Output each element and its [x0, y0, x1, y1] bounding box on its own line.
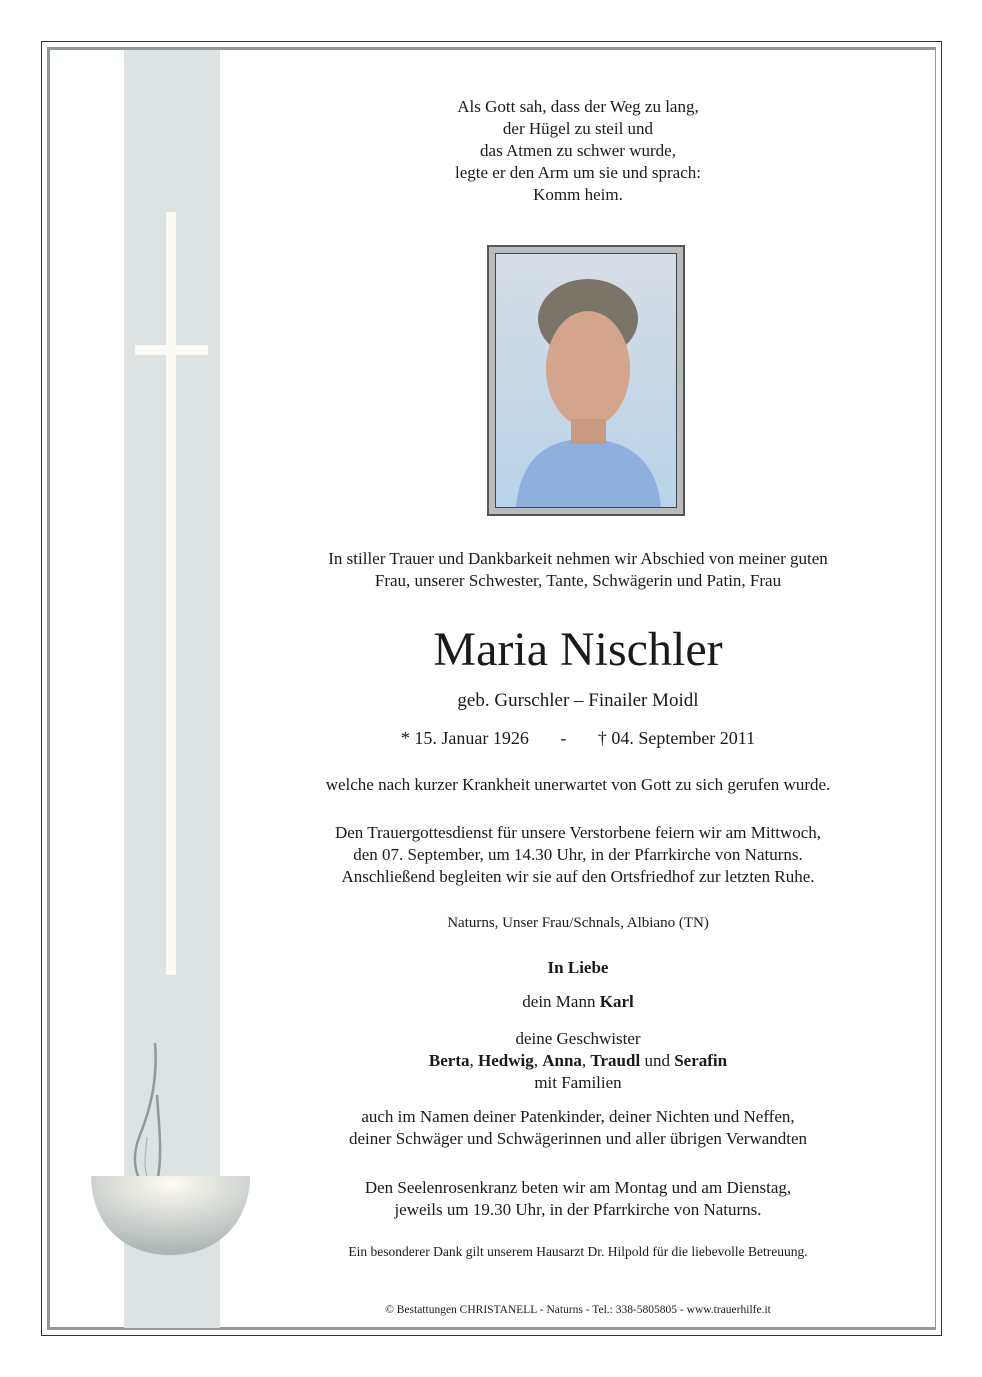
relatives-line: auch im Namen deiner Patenkinder, deiner Nichten und Neffen, — [361, 1107, 795, 1126]
deceased-name: Maria Nischler — [433, 623, 723, 676]
places: Naturns, Unser Frau/Schnals, Albiano (TN) — [447, 915, 709, 931]
rosary-line: jeweils um 19.30 Uhr, in der Pfarrkirche von Naturns. — [394, 1200, 762, 1219]
sibling: Traudl — [590, 1051, 641, 1070]
intro-line: Frau, unserer Schwester, Tante, Schwägerin und Patin, Frau — [374, 571, 782, 590]
sep: , — [581, 1051, 591, 1070]
relatives — [240, 1106, 916, 1150]
dates — [240, 727, 916, 749]
funeral-info — [240, 822, 916, 888]
intro — [240, 548, 916, 592]
husband-prefix: dein Mann — [522, 992, 600, 1011]
sibling: Hedwig — [478, 1051, 534, 1070]
relatives-line: deiner Schwäger und Schwägerinnen und aller übrigen Verwandten — [348, 1129, 808, 1148]
death-date: † 04. September 2011 — [597, 728, 756, 748]
birth-date: * 15. Januar 1926 — [400, 728, 529, 748]
sep: und — [640, 1051, 675, 1070]
funeral-line: den 07. September, um 14.30 Uhr, in der Pfarrkirche von Naturns. — [353, 845, 803, 864]
siblings-block — [240, 1028, 916, 1094]
funeral-line: Den Trauergottesdienst für unsere Verstorbene feiern wir am Mittwoch, — [334, 823, 822, 842]
sibling: Anna — [542, 1051, 582, 1070]
cross-icon — [166, 212, 176, 975]
siblings — [240, 1050, 916, 1072]
candle-bowl-icon — [90, 1000, 255, 1260]
footer: © Bestattungen CHRISTANELL - Naturns - Tel.: 338-5805805 - www.trauerhilfe.it — [385, 1304, 771, 1316]
sep: , — [469, 1051, 478, 1070]
birth-name: geb. Gurschler – Finailer Moidl — [457, 690, 699, 711]
rosary — [240, 1177, 916, 1221]
cross-icon-bar — [135, 345, 208, 355]
poem-line: das Atmen zu schwer wurde, — [480, 141, 676, 160]
sibling: Berta — [428, 1051, 470, 1070]
portrait-image — [496, 254, 676, 507]
siblings-label: deine Geschwister — [515, 1029, 641, 1048]
death-line: welche nach kurzer Krankheit unerwartet von Gott zu sich gerufen wurde. — [325, 775, 831, 794]
husband — [240, 991, 916, 1013]
husband-name: Karl — [599, 992, 634, 1011]
portrait-photo — [487, 245, 685, 516]
poem-line: legte er den Arm um sie und sprach: — [455, 163, 701, 182]
families: mit Familien — [534, 1073, 622, 1092]
funeral-line: Anschließend begleiten wir sie auf den Ortsfriedhof zur letzten Ruhe. — [341, 867, 815, 886]
rosary-line: Den Seelenrosenkranz beten wir am Montag und am Dienstag, — [364, 1178, 792, 1197]
poem-line: der Hügel zu steil und — [502, 119, 654, 138]
thanks: Ein besonderer Dank gilt unserem Hausarzt Dr. Hilpold für die liebevolle Betreuung. — [348, 1244, 808, 1259]
sibling: Serafin — [674, 1051, 728, 1070]
poem — [240, 96, 916, 206]
date-separator: - — [560, 728, 567, 748]
intro-line: In stiller Trauer und Dankbarkeit nehmen wir Abschied von meiner guten — [328, 549, 828, 568]
poem-line: Als Gott sah, dass der Weg zu lang, — [457, 97, 699, 116]
in-liebe: In Liebe — [547, 958, 609, 977]
poem-line: Komm heim. — [533, 185, 623, 204]
sep: , — [533, 1051, 543, 1070]
